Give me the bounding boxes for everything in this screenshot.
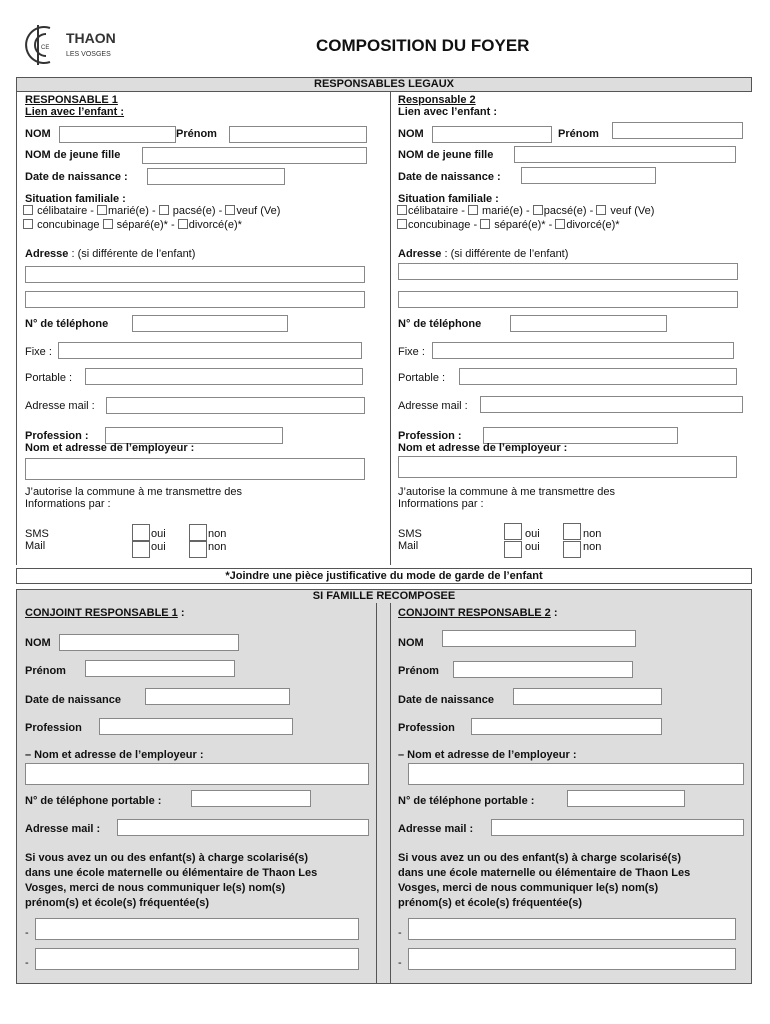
r1-naissance-input[interactable] — [147, 168, 285, 185]
r1-veuf-checkbox[interactable] — [225, 205, 235, 215]
r2-mail-oui-checkbox[interactable] — [504, 541, 522, 558]
r2-marie-checkbox[interactable] — [468, 205, 478, 215]
r2-mail-non-checkbox[interactable] — [563, 541, 581, 558]
r2-celib-checkbox[interactable] — [397, 205, 407, 215]
r1-adresse-input-2[interactable] — [25, 291, 365, 308]
r1-mail-label: Adresse mail : — [25, 400, 95, 412]
r1-situation-line1: célibataire - marié(e) - pacsé(e) - veuf (Ve) — [23, 205, 280, 218]
r1-marie-checkbox[interactable] — [97, 205, 107, 215]
r2-situation-line2: concubinage - séparé(e)* - divorcé(e)* — [397, 219, 620, 232]
c2-employeur-label: – Nom et adresse de l’employeur : — [398, 749, 577, 761]
c2-naissance-input[interactable] — [513, 688, 662, 705]
legal-band: RESPONSABLES LEGAUX — [16, 77, 752, 92]
legal-divider — [390, 91, 391, 565]
r2-title: Responsable 2 — [398, 94, 476, 106]
r1-situation-label: Situation familiale : — [25, 193, 126, 205]
r2-lien: Lien avec l’enfant : — [398, 106, 498, 118]
svg-text:CE: CE — [41, 45, 50, 51]
logo-emblem-icon — [20, 22, 62, 68]
page-title: COMPOSITION DU FOYER — [316, 36, 530, 55]
c1-enfant-dash-1: - — [25, 927, 29, 939]
r2-nom-input[interactable] — [432, 126, 552, 143]
r2-separe-checkbox[interactable] — [480, 219, 490, 229]
r1-divorce-checkbox[interactable] — [178, 219, 188, 229]
r1-mail-input[interactable] — [106, 397, 365, 414]
r2-naissance-input[interactable] — [521, 167, 656, 184]
r2-profession-label: Profession : — [398, 430, 462, 442]
r2-sms-oui-checkbox[interactable] — [504, 523, 522, 540]
c1-mail-label: Adresse mail : — [25, 823, 101, 835]
r2-situation-line1: célibataire - marié(e) - pacsé(e) - veuf (Ve) — [397, 205, 654, 218]
c2-profession-label: Profession — [398, 722, 455, 734]
r2-adresse-label: Adresse : (si différente de l’enfant) — [398, 248, 569, 260]
c2-naissance-label: Date de naissance — [398, 694, 494, 706]
c1-nom-input[interactable] — [59, 634, 239, 651]
r1-autorise-line1: J’autorise la commune à me transmettre des — [25, 486, 243, 498]
c2-nom-label: NOM — [398, 637, 424, 649]
r2-sms-non-label: non — [583, 528, 602, 540]
r1-lien: Lien avec l’enfant : — [25, 106, 125, 118]
c2-tel-label: N° de téléphone portable : — [398, 795, 535, 807]
r2-veuf-checkbox[interactable] — [596, 205, 606, 215]
r1-sms-oui-checkbox[interactable] — [132, 524, 150, 541]
c2-mail-input[interactable] — [491, 819, 744, 836]
r1-pacse-checkbox[interactable] — [159, 205, 169, 215]
c2-prenom-label: Prénom — [398, 665, 439, 677]
r2-situation-label: Situation familiale : — [398, 193, 499, 205]
recompose-band: SI FAMILLE RECOMPOSEE — [16, 589, 752, 604]
c2-nom-input[interactable] — [442, 630, 636, 647]
r1-naissance-label: Date de naissance : — [25, 171, 128, 183]
r2-adresse-input-1[interactable] — [398, 263, 738, 280]
r2-jeune-input[interactable] — [514, 146, 736, 163]
r1-adresse-label: Adresse : (si différente de l’enfant) — [25, 248, 196, 260]
r2-mail-input[interactable] — [480, 396, 743, 413]
r1-concubinage-checkbox[interactable] — [23, 219, 33, 229]
r2-jeune-label: NOM de jeune fille — [398, 149, 494, 161]
recompose-divider — [376, 603, 377, 984]
c1-nom-label: NOM — [25, 637, 51, 649]
c2-info-line3: Vosges, merci de nous communiquer le(s) nom(s) — [398, 882, 659, 894]
r1-situation-line2: concubinage séparé(e)* - divorcé(e)* — [23, 219, 242, 232]
r1-sms-non-checkbox[interactable] — [189, 524, 207, 541]
r2-prenom-input[interactable] — [612, 122, 743, 139]
r1-mail-oui-label: oui — [151, 541, 166, 553]
r2-prenom-label: Prénom — [558, 128, 599, 140]
r2-mail-oui-label: oui — [525, 541, 540, 553]
c1-profession-label: Profession — [25, 722, 82, 734]
c1-enfant-dash-2: - — [25, 957, 29, 969]
r2-tel-input[interactable] — [510, 315, 667, 332]
r1-sms-non-label: non — [208, 528, 227, 540]
r2-sms-oui-label: oui — [525, 528, 540, 540]
c1-naissance-input[interactable] — [145, 688, 290, 705]
c1-enfant-input-2[interactable] — [35, 948, 359, 970]
r1-employeur-input[interactable] — [25, 458, 365, 480]
c1-info-line4: prénom(s) et école(s) fréquentée(s) — [25, 897, 209, 909]
recompose-divider-2 — [390, 603, 391, 984]
r2-autorise-line2: Informations par : — [398, 498, 484, 510]
r2-naissance-label: Date de naissance : — [398, 171, 501, 183]
c1-prenom-label: Prénom — [25, 665, 66, 677]
c1-info-line2: dans une école maternelle ou élémentaire de Thaon Les — [25, 867, 318, 879]
r2-adresse-input-2[interactable] — [398, 291, 738, 308]
r1-mail-non-label: non — [208, 541, 227, 553]
justificatif-note: *Joindre une pièce justificative du mode de garde de l’enfant — [16, 568, 752, 584]
c1-employeur-label: – Nom et adresse de l’employeur : — [25, 749, 204, 761]
r1-nom-input[interactable] — [59, 126, 176, 143]
c2-profession-input[interactable] — [471, 718, 662, 735]
r2-mail-pref-label: Mail — [398, 540, 419, 552]
r1-jeune-input[interactable] — [142, 147, 367, 164]
logo-sub: LES VOSGES — [66, 51, 111, 58]
r1-mail-non-checkbox[interactable] — [189, 541, 207, 558]
r1-separe-checkbox[interactable] — [103, 219, 113, 229]
r2-employeur-input[interactable] — [398, 456, 737, 478]
c2-title: CONJOINT RESPONSABLE 2 : — [398, 607, 558, 619]
r1-mail-pref-label: Mail — [25, 540, 46, 552]
r2-tel-label: N° de téléphone — [398, 318, 482, 330]
c1-info-line1: Si vous avez un ou des enfant(s) à charge scolarisé(s) — [25, 852, 309, 864]
r2-pacse-checkbox[interactable] — [533, 205, 543, 215]
c1-tel-input[interactable] — [191, 790, 311, 807]
r1-title: RESPONSABLE 1 — [25, 94, 118, 106]
c2-info-line2: dans une école maternelle ou élémentaire de Thaon Les — [398, 867, 691, 879]
r1-mail-oui-checkbox[interactable] — [132, 541, 150, 558]
r2-mail-label: Adresse mail : — [398, 400, 468, 412]
r1-nom-label: NOM — [25, 128, 51, 140]
r1-sms-label: SMS — [25, 528, 49, 540]
r2-portable-input[interactable] — [459, 368, 737, 385]
r2-nom-label: NOM — [398, 128, 424, 140]
r2-divorce-checkbox[interactable] — [555, 219, 565, 229]
r2-sms-label: SMS — [398, 528, 422, 540]
r1-adresse-input-1[interactable] — [25, 266, 365, 283]
c2-enfant-dash-1: - — [398, 927, 402, 939]
c1-naissance-label: Date de naissance — [25, 694, 121, 706]
c2-info-line4: prénom(s) et école(s) fréquentée(s) — [398, 897, 582, 909]
r2-sms-non-checkbox[interactable] — [563, 523, 581, 540]
c1-prenom-input[interactable] — [85, 660, 235, 677]
c1-enfant-input-1[interactable] — [35, 918, 359, 940]
r1-prenom-label: Prénom — [176, 128, 217, 140]
c2-enfant-dash-2: - — [398, 957, 402, 969]
r2-fixe-label: Fixe : — [398, 346, 425, 358]
c1-mail-input[interactable] — [117, 819, 369, 836]
r2-concubinage-checkbox[interactable] — [397, 219, 407, 229]
c1-tel-label: N° de téléphone portable : — [25, 795, 162, 807]
r1-prenom-input[interactable] — [229, 126, 367, 143]
c2-employeur-input[interactable] — [408, 763, 744, 785]
r1-fixe-label: Fixe : — [25, 346, 52, 358]
r1-employeur-label: Nom et adresse de l’employeur : — [25, 442, 195, 454]
r1-jeune-label: NOM de jeune fille — [25, 149, 121, 161]
r1-portable-input[interactable] — [85, 368, 363, 385]
r2-autorise-line1: J’autorise la commune à me transmettre des — [398, 486, 616, 498]
c2-tel-input[interactable] — [567, 790, 685, 807]
r2-fixe-input[interactable] — [432, 342, 734, 359]
r2-portable-label: Portable : — [398, 372, 446, 384]
c2-enfant-input-2[interactable] — [408, 948, 736, 970]
legal-frame-left — [16, 91, 17, 565]
r1-profession-label: Profession : — [25, 430, 89, 442]
r2-mail-non-label: non — [583, 541, 602, 553]
r1-sms-oui-label: oui — [151, 528, 166, 540]
c2-info-line1: Si vous avez un ou des enfant(s) à charge scolarisé(s) — [398, 852, 682, 864]
r1-portable-label: Portable : — [25, 372, 73, 384]
c1-employeur-input[interactable] — [25, 763, 369, 785]
logo — [20, 22, 150, 68]
r1-fixe-input[interactable] — [58, 342, 362, 359]
c1-title: CONJOINT RESPONSABLE 1 : — [25, 607, 185, 619]
r1-celib-checkbox[interactable] — [23, 205, 33, 215]
c1-profession-input[interactable] — [99, 718, 293, 735]
r2-employeur-label: Nom et adresse de l’employeur : — [398, 442, 568, 454]
c2-prenom-input[interactable] — [453, 661, 633, 678]
c2-mail-label: Adresse mail : — [398, 823, 474, 835]
c1-info-line3: Vosges, merci de nous communiquer le(s) nom(s) — [25, 882, 286, 894]
r1-tel-label: N° de téléphone — [25, 318, 109, 330]
logo-name: THAON — [66, 30, 116, 46]
r1-autorise-line2: Informations par : — [25, 498, 111, 510]
r1-tel-input[interactable] — [132, 315, 288, 332]
c2-enfant-input-1[interactable] — [408, 918, 736, 940]
